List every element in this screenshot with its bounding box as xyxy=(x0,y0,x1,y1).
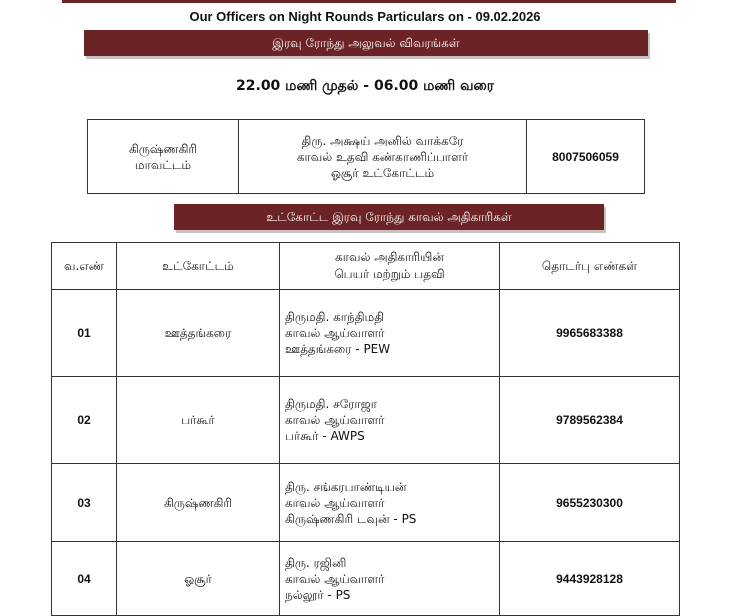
officer-station: ஊத்தங்கரை - PEW xyxy=(285,342,391,356)
page-heading: Our Officers on Night Rounds Particulars on - 09.02.2026 xyxy=(189,9,541,24)
district-name-line-1: கிருஷ்ணகிரி xyxy=(128,141,198,156)
row-officer xyxy=(280,542,500,616)
table-row xyxy=(52,542,680,616)
table-header-row xyxy=(52,243,680,290)
header-subdivision: உட்கோட்டம் xyxy=(117,243,280,290)
district-name-line-2: மாவட்டம் xyxy=(134,157,192,172)
row-phone: 9443928128 xyxy=(500,542,680,616)
header-officer-line-2: பெயர் மற்றும் பதவி xyxy=(334,267,445,281)
table-row xyxy=(52,290,680,377)
officer-rank: காவல் ஆய்வாளர் xyxy=(285,413,385,427)
officer-name: திருமதி. காந்திமதி xyxy=(285,310,385,324)
row-subdivision: ஓசூர் xyxy=(117,542,280,616)
row-serial: 04 xyxy=(52,542,117,616)
officer-station: நல்லூர் - PS xyxy=(285,587,351,602)
row-phone: 9965683388 xyxy=(500,290,680,377)
row-serial: 03 xyxy=(52,464,117,542)
district-officer-row xyxy=(88,120,645,194)
district-officer-rank: காவல் உதவி கண்காணிப்பாளர் xyxy=(296,149,469,164)
table-row xyxy=(52,464,680,542)
officer-name: திரு. ரஜினி xyxy=(285,555,347,570)
officer-station: கிருஷ்ணகிரி டவுன் - PS xyxy=(285,511,417,526)
header-contact: தொடர்பு எண்கள் xyxy=(500,243,680,290)
row-officer xyxy=(280,377,500,464)
subdivision-banner: உட்கோட்ட இரவு ரோந்து காவல் அதிகாரிகள் xyxy=(174,204,604,230)
row-subdivision: ஊத்தங்கரை xyxy=(117,290,280,377)
row-phone: 9655230300 xyxy=(500,464,680,542)
officer-rank: காவல் ஆய்வாளர் xyxy=(285,571,385,586)
district-officer-cell xyxy=(239,120,527,194)
header-officer xyxy=(280,243,500,290)
district-officer-table xyxy=(87,119,645,194)
row-subdivision: கிருஷ்ணகிரி xyxy=(117,464,280,542)
header-serial: வ.எண் xyxy=(52,243,117,290)
time-range: 22.00 மணி முதல் - 06.00 மணி வரை xyxy=(236,78,494,94)
top-rule xyxy=(62,0,676,3)
header-officer-line-1: காவல் அதிகாரியின் xyxy=(335,250,444,264)
officer-rank: காவல் ஆய்வாளர் xyxy=(285,495,385,510)
night-rounds-banner: இரவு ரோந்து அலுவல் விவரங்கள் xyxy=(84,30,648,56)
subdivision-officers-table xyxy=(51,242,680,616)
row-officer xyxy=(280,290,500,377)
officer-station: பர்கூர் - AWPS xyxy=(285,429,365,443)
district-officer-name: திரு. அக்ஷய் அனில் வாக்கரே xyxy=(301,133,464,148)
district-officer-unit: ஓசூர் உட்கோட்டம் xyxy=(330,165,435,180)
row-subdivision: பர்கூர் xyxy=(117,377,280,464)
officer-name: திரு. சங்கரபாண்டியன் xyxy=(285,479,407,494)
table-row xyxy=(52,377,680,464)
row-serial: 02 xyxy=(52,377,117,464)
officer-rank: காவல் ஆய்வாளர் xyxy=(285,326,385,340)
row-phone: 9789562384 xyxy=(500,377,680,464)
row-officer xyxy=(280,464,500,542)
row-serial: 01 xyxy=(52,290,117,377)
district-phone: 8007506059 xyxy=(527,120,645,194)
officer-name: திருமதி. சரோஜா xyxy=(285,397,377,411)
district-name-cell xyxy=(88,120,239,194)
